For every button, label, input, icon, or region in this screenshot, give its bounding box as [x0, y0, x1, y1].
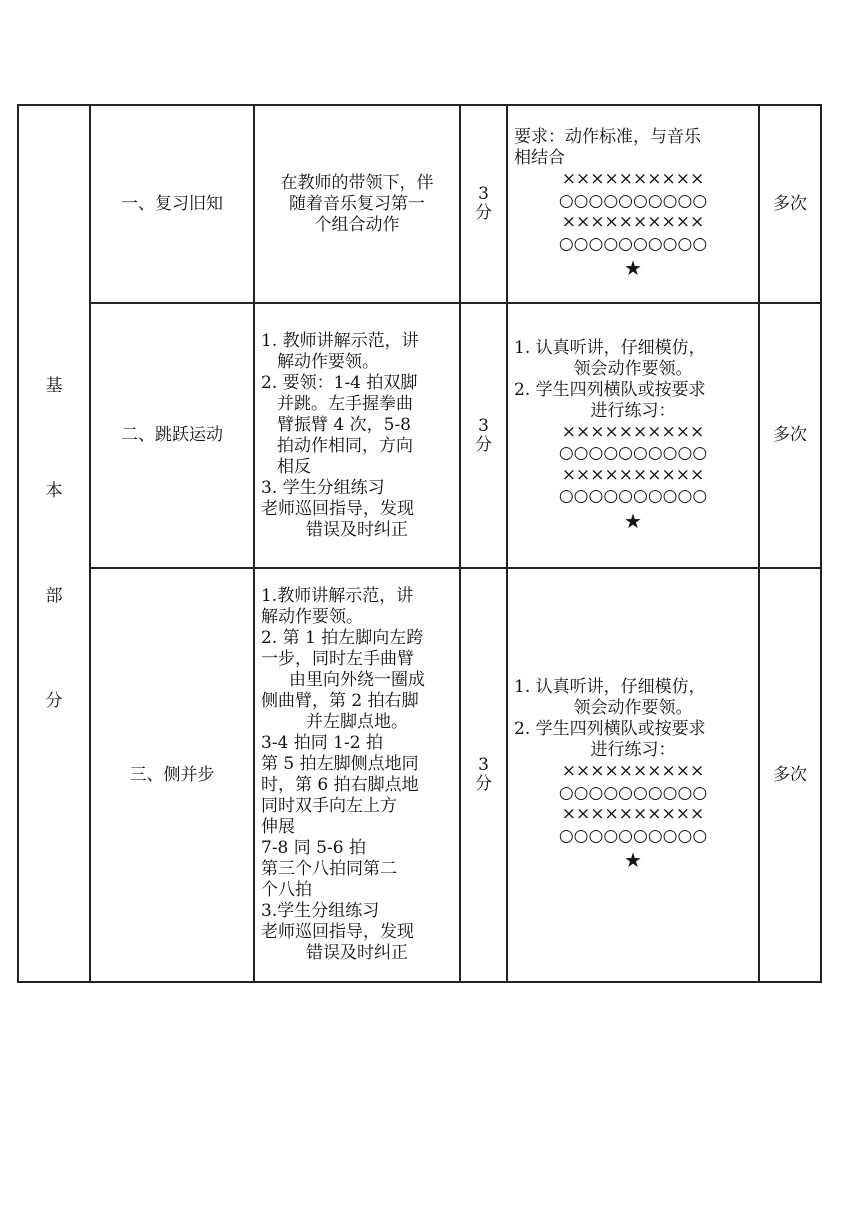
table-row	[18, 105, 821, 303]
content-line: 解动作要领。	[261, 607, 363, 627]
section-label-char: 部	[45, 585, 63, 606]
organization-cell	[507, 105, 759, 303]
org-line: 进行练习：	[590, 400, 676, 421]
activity-name: 三、侧并步	[90, 568, 254, 982]
section-label-char: 分	[45, 690, 63, 711]
formation-diagram	[514, 169, 752, 281]
formation-row: ○○○○○○○○○○	[558, 782, 708, 803]
section-label-cell	[18, 105, 90, 982]
org-line: 相结合	[514, 148, 565, 168]
org-line: 1. 认真听讲，仔细模仿，	[514, 337, 706, 358]
content-line: 个八拍	[261, 880, 312, 900]
content-line: 并跳。左手握拳曲	[277, 393, 413, 414]
content-line: 伸展	[261, 817, 295, 837]
formation-diagram	[514, 761, 752, 873]
content-line: 老师巡回指导，发现	[261, 922, 414, 942]
formation-row: ○○○○○○○○○○	[558, 190, 708, 211]
time-unit: 分	[475, 203, 492, 223]
repetition-count: 多次	[759, 105, 821, 303]
activity-content	[254, 105, 460, 303]
content-line: 错误及时纠正	[306, 943, 408, 963]
content-line: 解动作要领。	[277, 351, 379, 372]
table-row	[18, 303, 821, 568]
content-line: 7-8 同 5-6 拍	[261, 838, 366, 858]
content-line: 个组合动作	[314, 214, 400, 235]
lesson-plan-table	[17, 104, 822, 983]
content-line: 错误及时纠正	[306, 519, 408, 540]
org-line: 进行练习：	[590, 740, 676, 760]
table-row	[18, 568, 821, 982]
content-line: 臂振臂 4 次，5-8	[277, 414, 411, 435]
org-line: 2. 学生四列横队或按要求	[514, 379, 706, 400]
time-value: 3	[478, 184, 489, 204]
formation-row: ××××××××××	[561, 421, 705, 442]
content-line: 3.学生分组练习	[261, 901, 380, 921]
time-cell	[460, 105, 507, 303]
activity-content	[254, 303, 460, 568]
formation-row: ○○○○○○○○○○	[558, 486, 708, 506]
time-value: 3	[478, 755, 489, 775]
org-line: 1. 认真听讲，仔细模仿，	[514, 677, 706, 697]
section-label-char: 本	[45, 480, 63, 501]
formation-row: ××××××××××	[561, 761, 705, 781]
content-line: 2. 第 1 拍左脚向左跨	[261, 628, 424, 648]
repetition-count: 多次	[759, 568, 821, 982]
organization-cell	[507, 568, 759, 982]
teacher-star-icon: ★	[624, 848, 642, 872]
section-label-char: 基	[45, 375, 63, 396]
content-line: 拍动作相同，方向	[277, 435, 413, 456]
content-line: 1.教师讲解示范，讲	[261, 586, 414, 606]
content-line: 一步，同时左手曲臂	[261, 649, 414, 669]
formation-row: ○○○○○○○○○○	[558, 825, 708, 846]
formation-row: ××××××××××	[561, 804, 705, 824]
time-value: 3	[478, 415, 489, 436]
content-line: 侧曲臂，第 2 拍右脚	[261, 691, 419, 711]
time-unit: 分	[475, 434, 492, 455]
content-line: 由里向外绕一圈成	[289, 670, 425, 690]
activity-name: 二、跳跃运动	[90, 303, 254, 568]
formation-row: ××××××××××	[561, 464, 705, 485]
time-cell	[460, 568, 507, 982]
org-line: 2. 学生四列横队或按要求	[514, 719, 706, 739]
content-line: 3-4 拍同 1-2 拍	[261, 733, 383, 753]
time-cell	[460, 303, 507, 568]
content-line: 第三个八拍同第二	[261, 859, 397, 879]
org-line: 领会动作要领。	[573, 358, 693, 379]
content-line: 随着音乐复习第一	[289, 193, 425, 214]
org-line: 领会动作要领。	[573, 698, 693, 718]
formation-row: ○○○○○○○○○○	[558, 233, 708, 254]
content-line: 在教师的带领下，伴	[280, 172, 434, 193]
repetition-count: 多次	[759, 303, 821, 568]
formation-row: ××××××××××	[561, 212, 705, 232]
org-line: 要求：动作标准，与音乐	[514, 127, 701, 147]
teacher-star-icon: ★	[624, 256, 642, 280]
formation-row: ××××××××××	[561, 169, 705, 189]
formation-row: ○○○○○○○○○○	[558, 443, 708, 463]
time-unit: 分	[475, 774, 492, 794]
content-line: 第 5 拍左脚侧点地同	[261, 754, 419, 774]
content-line: 1. 教师讲解示范，讲	[261, 330, 419, 351]
content-line: 老师巡回指导，发现	[261, 498, 414, 519]
content-line: 并左脚点地。	[306, 712, 408, 732]
content-line: 时，第 6 拍右脚点地	[261, 775, 419, 795]
content-line: 同时双手向左上方	[261, 796, 397, 816]
activity-name: 一、复习旧知	[90, 105, 254, 303]
organization-cell	[507, 303, 759, 568]
formation-diagram	[514, 422, 752, 534]
activity-content	[254, 568, 460, 982]
teacher-star-icon: ★	[624, 508, 642, 533]
content-line: 3. 学生分组练习	[261, 477, 385, 498]
content-line: 2. 要领：1-4 拍双脚	[261, 372, 418, 393]
content-line: 相反	[277, 456, 311, 477]
